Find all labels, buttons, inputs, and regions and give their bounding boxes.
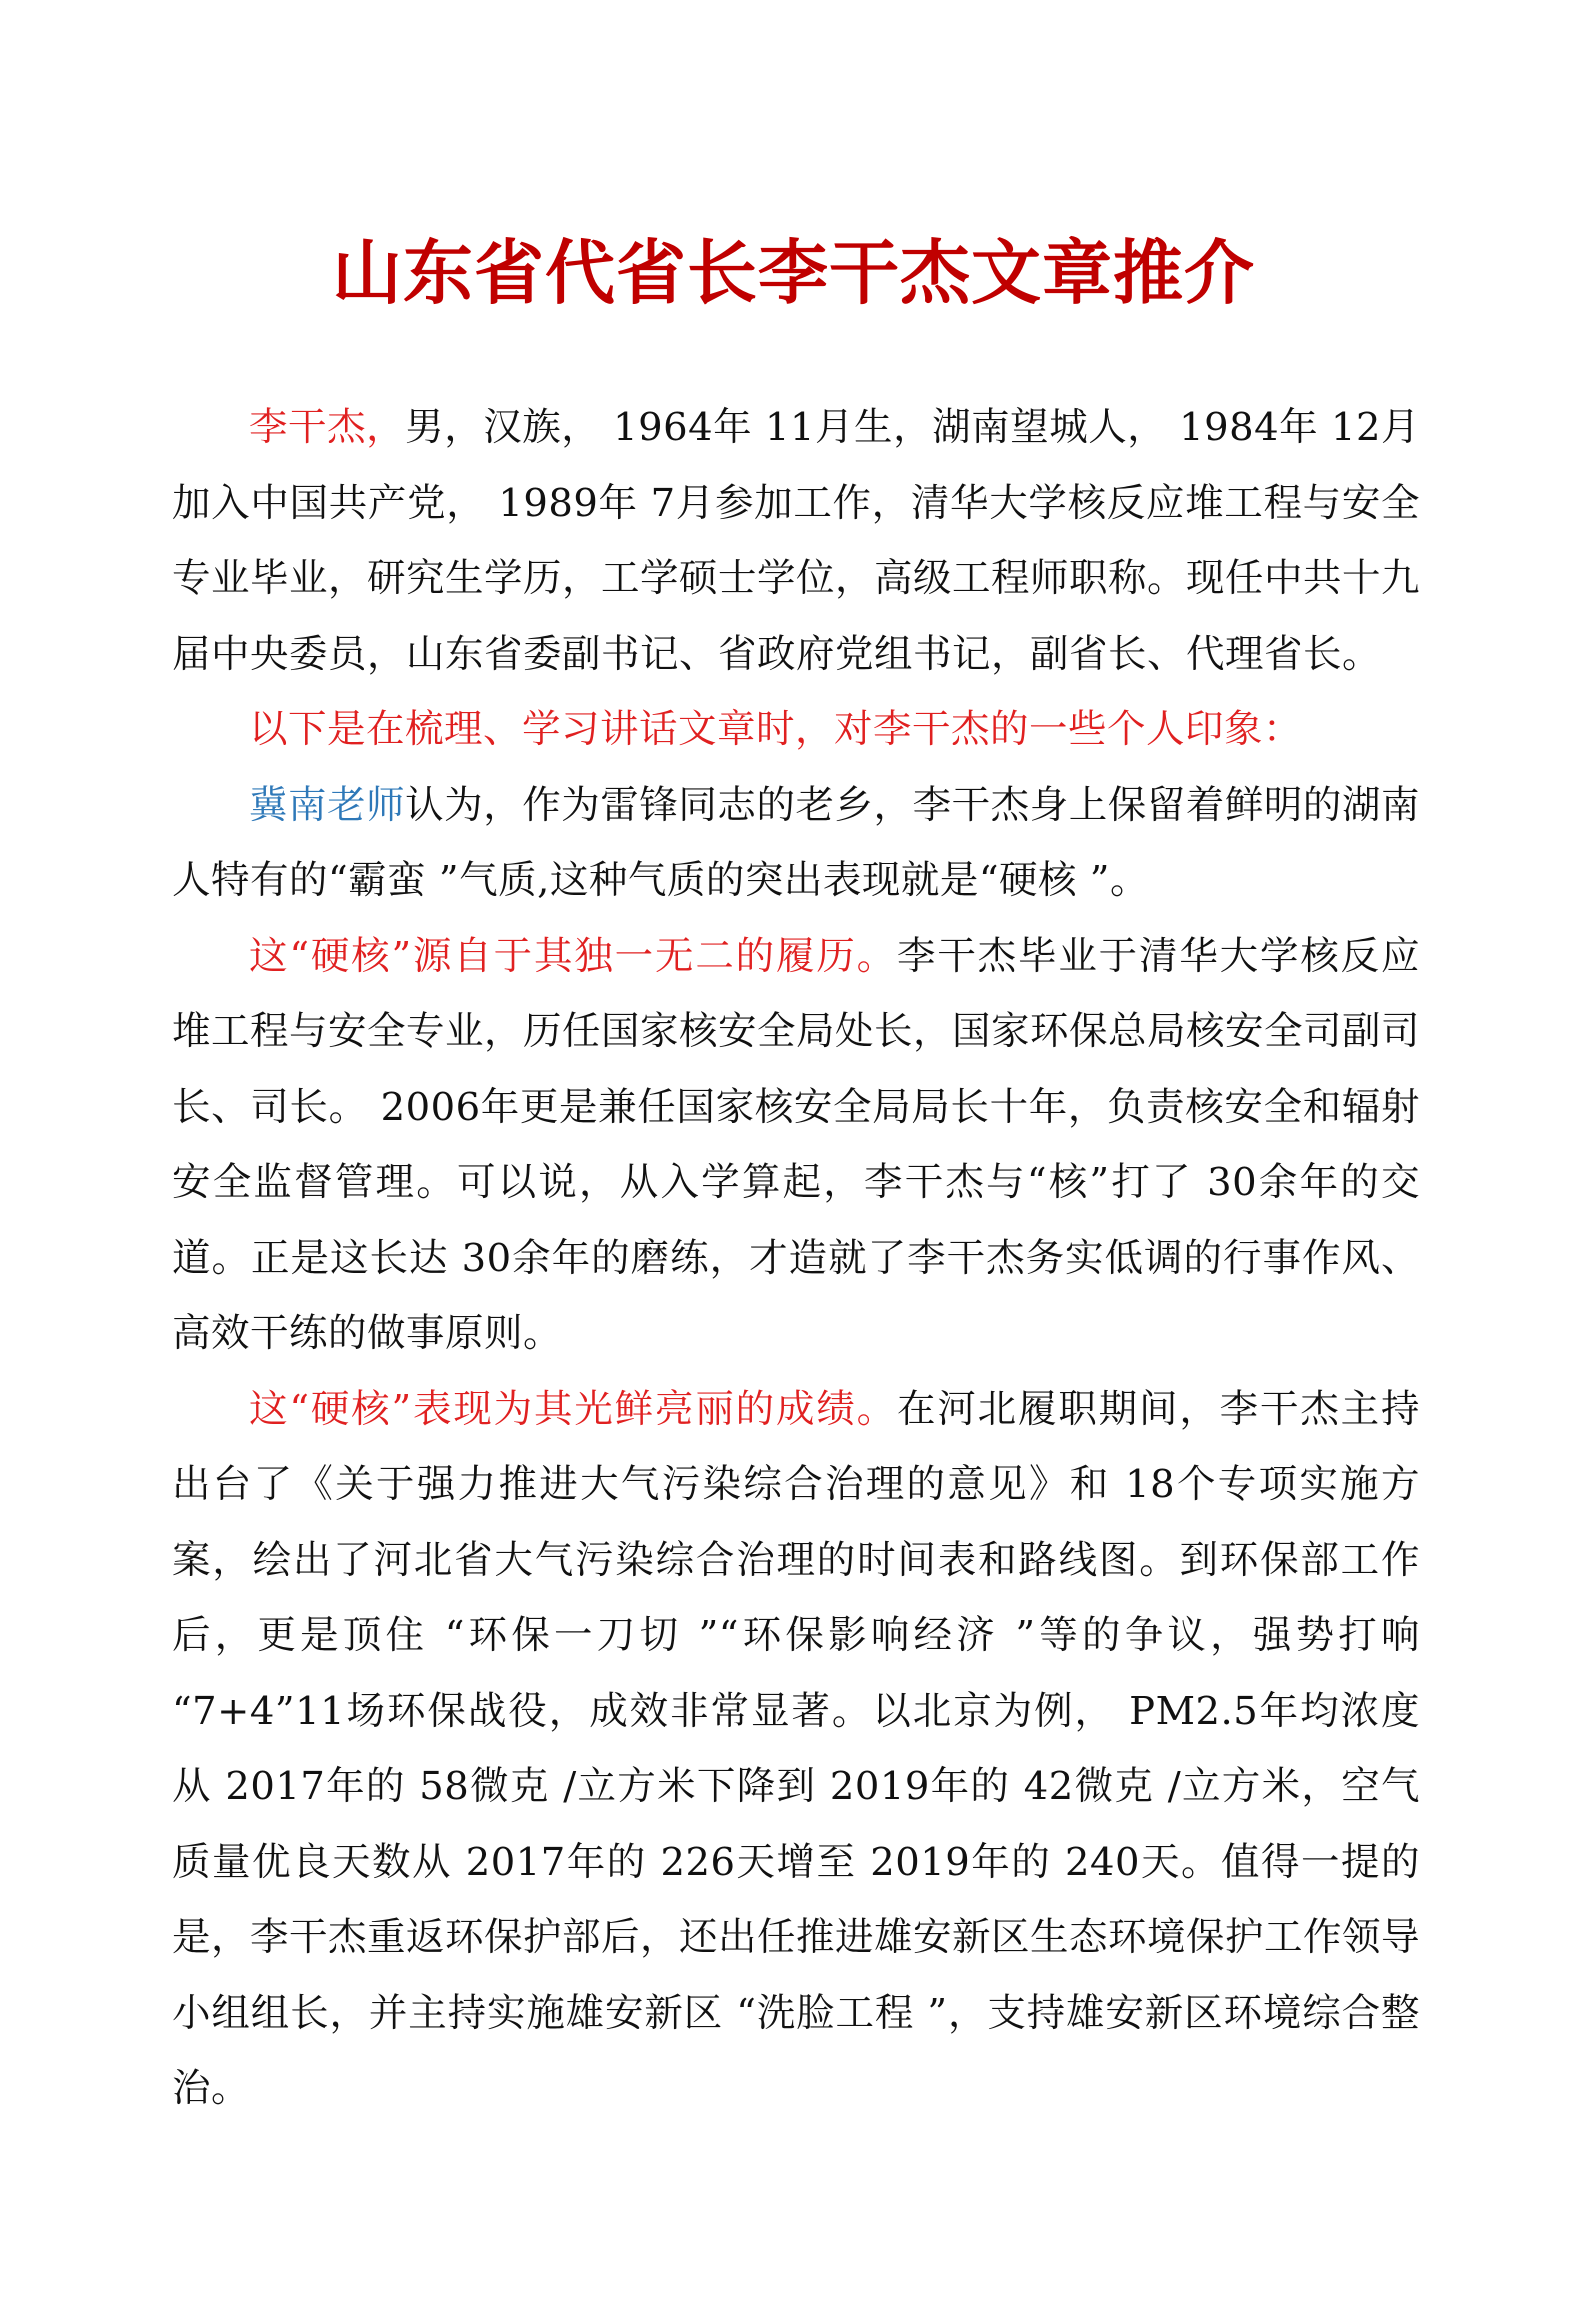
paragraph-achievements — [172, 1372, 1420, 2127]
source-name: 冀南老师 — [249, 782, 406, 828]
page-title: 山东省代省长李干杰文章推介 — [332, 231, 1255, 314]
achievements-text: 在河北履职期间，李干杰主持出台了《关于强力推进大气污染综合治理的意见》和 18个专项实施方案，绘出了河北省大气污染综合治理的时间表和路线图。到环保部工作后，更是顶住 “环保一刀切 ”“环保影响经济 ”等的争议，强势打响 “7+4”11场环保战役，成效非常显著。以北京为例， PM2.5年均浓度从 2017年的 58微克 /立方米下降到 2019年的 42微克 /立方米，空气质量优良天数从 2017年的 226天增至 2019年的 240天。值得一提的是，李干杰重返环保护部后，还出任推进雄安新区生态环境保护工作领导小组组长，并主持实施雄安新区 “洗脸工程 ”，支持雄安新区环境综合整治。 — [172, 1386, 1421, 2111]
paragraph-bio — [172, 390, 1420, 692]
paragraph-intro: 以下是在梳理、学习讲话文章时，对李干杰的一些个人印象： — [249, 707, 1303, 752]
paragraph-background — [172, 919, 1420, 1372]
article-body — [172, 390, 1420, 2127]
background-text: 李干杰毕业于清华大学核反应堆工程与安全专业，历任国家核安全局处长，国家环保总局核安全司副司长、司长。 2006年更是兼任国家核安全局局长十年，负责核安全和辐射安全监督管理。可以说，从入学算起，李干杰与“核”打了 30余年的交道。正是这长达 30余年的磨练，才造就了李干杰务实低调的行事作风、高效干练的做事原则。 — [172, 933, 1421, 1356]
opinion-text: 认为，作为雷锋同志的老乡，李干杰身上保留着鲜明的湖南人特有的“霸蛮 ”气质,这种气质的突出表现就是“硬核 ”。 — [172, 782, 1420, 903]
paragraph-opinion — [172, 768, 1420, 919]
background-lead: 这“硬核”源自于其独一无二的履历。 — [249, 933, 897, 979]
achievements-lead: 这“硬核”表现为其光鲜亮丽的成绩。 — [249, 1386, 897, 1432]
bio-text: 男，汉族， 1964年 11月生，湖南望城人， 1984年 12月加入中国共产党， 1989年 7月参加工作，清华大学核反应堆工程与安全专业毕业，研究生学历，工学硕士学位，高级工程师职称。现任中共十九届中央委员，山东省委副书记、省政府党组书记，副省长、代理省长。 — [172, 405, 1421, 677]
person-name: 李干杰， — [249, 405, 406, 450]
